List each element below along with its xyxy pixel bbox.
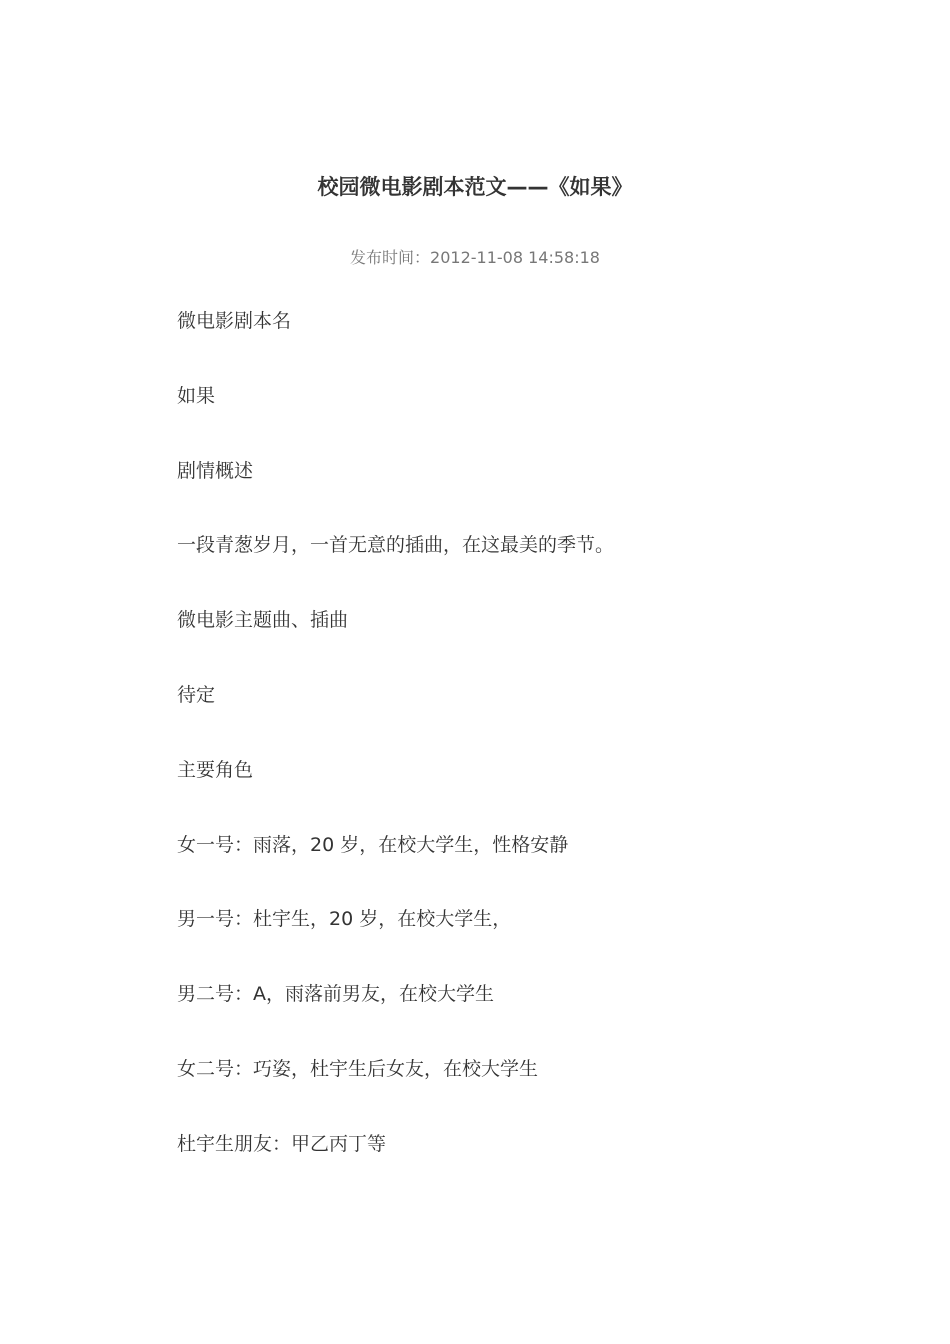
document-body	[177, 306, 877, 1204]
paragraph: 微电影剧本名	[177, 310, 292, 332]
paragraph: 男一号：杜宇生，20 岁，在校大学生，	[177, 908, 512, 931]
paragraph: 剧情概述	[177, 459, 254, 482]
paragraph: 微电影主题曲、插曲	[177, 609, 349, 632]
paragraph: 待定	[177, 683, 216, 706]
paragraph: 女二号：巧姿，杜宇生后女友，在校大学生	[177, 1057, 539, 1080]
paragraph: 男二号：A，雨落前男友，在校大学生	[177, 983, 494, 1006]
paragraph: 主要角色	[177, 758, 254, 781]
paragraph: 女一号：雨落，20 岁，在校大学生，性格安静	[177, 833, 569, 856]
paragraph: 如果	[177, 384, 216, 407]
publish-time: 发布时间：2012-11-08 14:58:18	[350, 248, 600, 267]
paragraph: 一段青葱岁月，一首无意的插曲，在这最美的季节。	[177, 534, 615, 557]
document-title: 校园微电影剧本范文——《如果》	[317, 175, 633, 199]
paragraph: 杜宇生朋友：甲乙丙丁等	[177, 1132, 387, 1155]
